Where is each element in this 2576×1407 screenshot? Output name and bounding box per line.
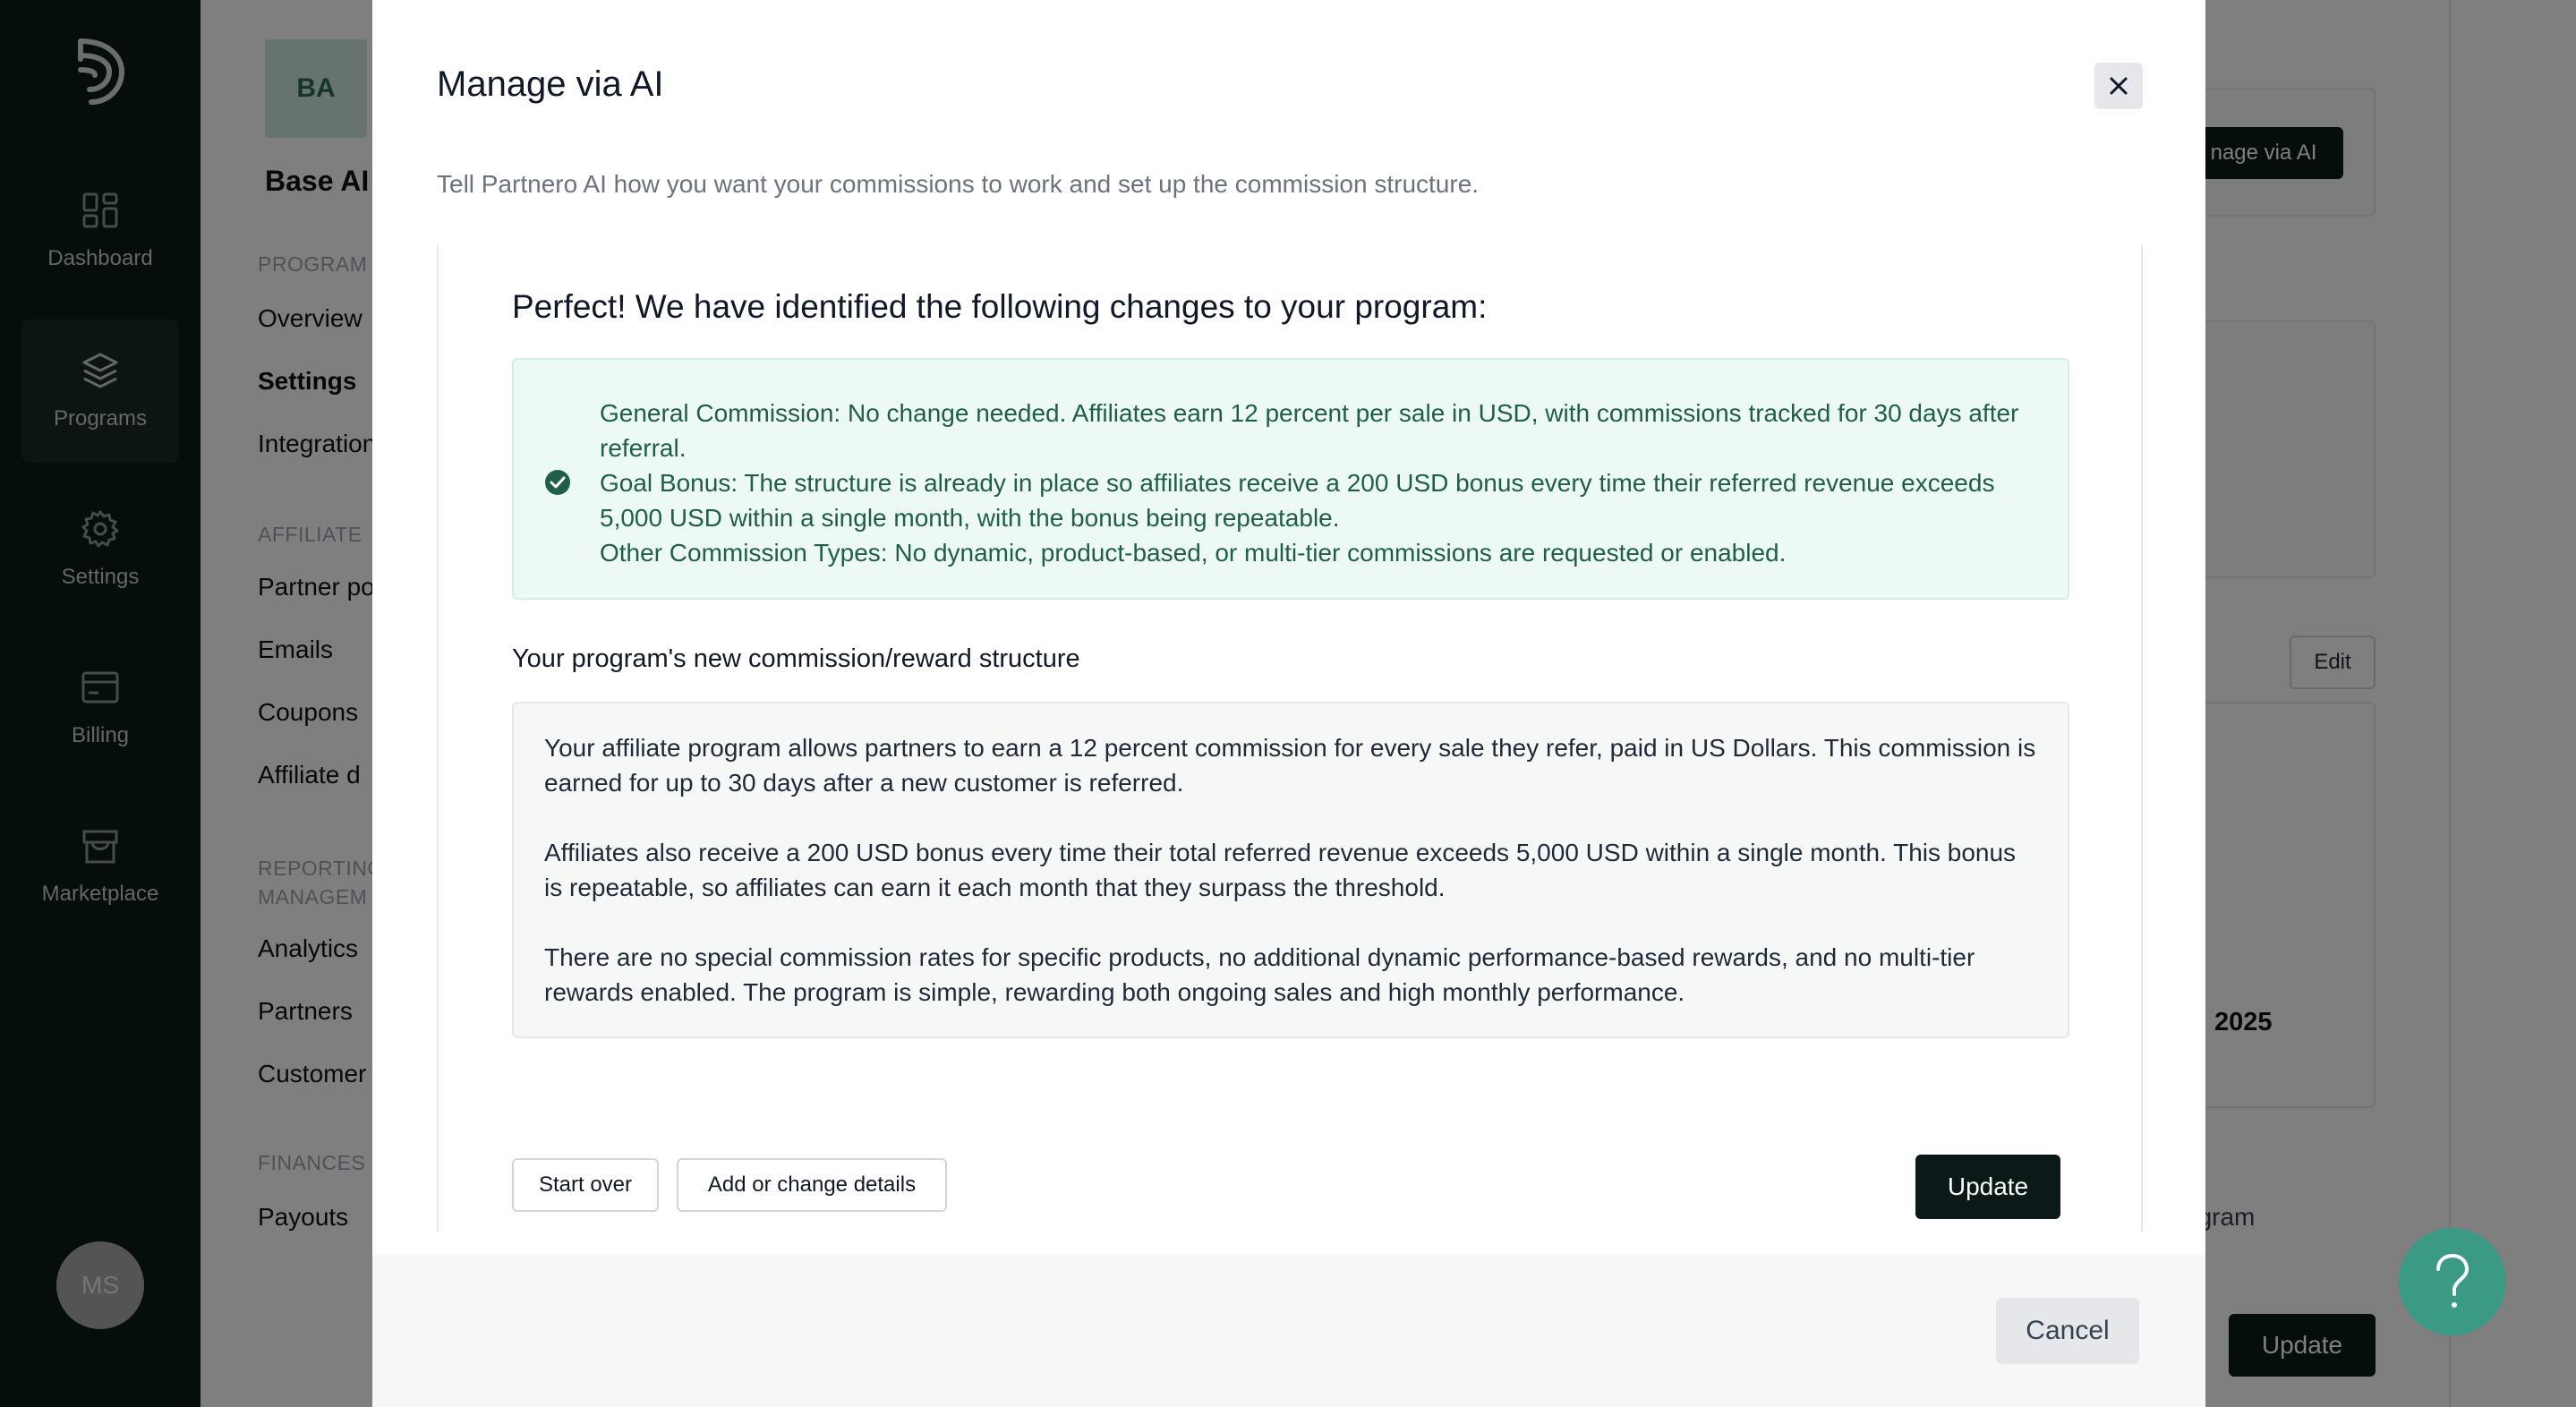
summary-paragraph: There are no special commission rates for specific products, no additional dynamic performance-based rewards, and no multi-tier rewards enabled. The program is simple, rewarding both ongoing sales and high monthly performance. — [544, 943, 1975, 1006]
help-button[interactable] — [2399, 1228, 2506, 1335]
check-circle-icon — [544, 469, 571, 496]
changes-alert — [512, 358, 2069, 600]
manage-via-ai-modal — [372, 0, 2205, 1407]
modal-subtitle: Tell Partnero AI how you want your commissions to work and set up the commission structure. — [437, 170, 1480, 198]
change-item: Other Commission Types: No dynamic, product-based, or multi-tier commissions are requested or enabled. — [600, 539, 1787, 567]
cancel-button[interactable]: Cancel — [1996, 1298, 2139, 1364]
change-item: Goal Bonus: The structure is already in place so affiliates receive a 200 USD bonus every time their referred revenue exceeds 5,000 USD within a single month, with the bonus being repeatable. — [600, 469, 1995, 532]
ai-result-panel — [437, 245, 2143, 1232]
structure-label: Your program's new commission/reward structure — [512, 644, 1080, 673]
summary-paragraph: Your affiliate program allows partners to earn a 12 percent commission for every sale they refer, paid in US Dollars. This commission is earned for up to 30 days after a new customer is referred. — [544, 734, 2036, 797]
change-item: General Commission: No change needed. Affiliates earn 12 percent per sale in USD, with commissions tracked for 30 days after referral. — [600, 399, 2019, 462]
modal-title: Manage via AI — [437, 64, 664, 104]
changes-list — [600, 396, 2041, 570]
modal-footer — [372, 1255, 2205, 1407]
add-details-button[interactable]: Add or change details — [677, 1158, 947, 1212]
start-over-button[interactable]: Start over — [512, 1158, 659, 1212]
result-heading: Perfect! We have identified the following changes to your program: — [512, 288, 1488, 325]
update-button[interactable]: Update — [1915, 1155, 2060, 1219]
close-button[interactable] — [2094, 63, 2143, 109]
close-icon — [2109, 76, 2128, 96]
question-icon — [2431, 1253, 2474, 1310]
structure-summary — [512, 702, 2069, 1038]
summary-paragraph: Affiliates also receive a 200 USD bonus every time their total referred revenue exceeds 5,000 USD within a single month. This bonus is repeatable, so affiliates can earn it each month that they surpass the threshold. — [544, 839, 2017, 901]
